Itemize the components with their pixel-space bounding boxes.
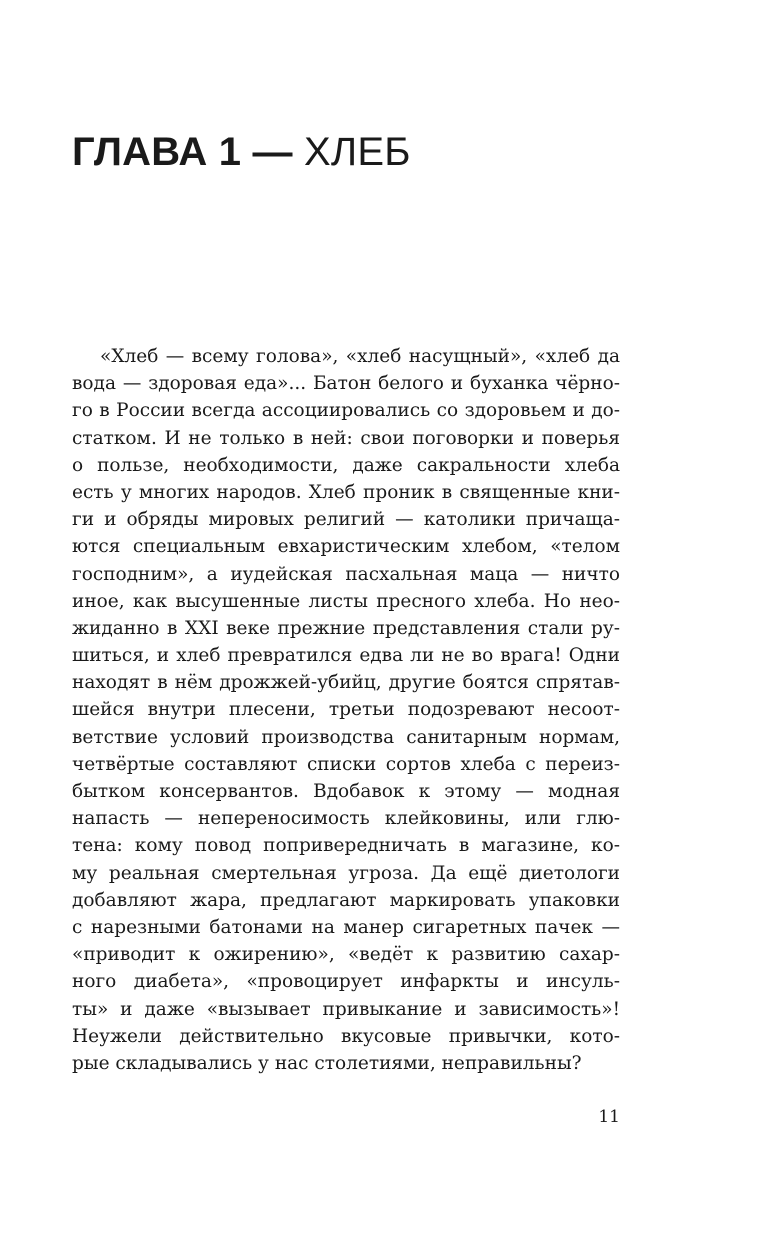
paragraph-line: с нарезными батонами на манер сигаретных пачек —: [72, 916, 620, 938]
paragraph-line: ются специальным евхаристическим хлебом, «телом: [72, 536, 620, 558]
paragraph-line: «приводит к ожирению», «ведёт к развитию сахар-: [72, 944, 620, 966]
paragraph-line: четвёртые составляют списки сортов хлеба с переиз-: [72, 753, 620, 775]
paragraph-line: Неужели действительно вкусовые привычки, кото-: [72, 1025, 620, 1047]
paragraph-line: о пользе, необходимости, даже сакральности хлеба: [72, 454, 620, 476]
paragraph-line: го в России всегда ассоциировались со здоровьем и до-: [72, 400, 620, 422]
paragraph-line: жиданно в XXI веке прежние представления стали ру-: [72, 617, 620, 639]
paragraph-line: есть у многих народов. Хлеб проник в священные кни-: [72, 481, 620, 503]
paragraph-line: бытком консервантов. Вдобавок к этому — модная: [72, 781, 620, 802]
paragraph-line: ты» и даже «вызывает привыкание и зависимость»!: [72, 998, 620, 1020]
paragraph-line: рые складывались у нас столетиями, неправильны?: [72, 1052, 582, 1074]
chapter-number: ГЛАВА 1: [72, 130, 242, 174]
paragraph-line: вода — здоровая еда»... Батон белого и буханка чёрно-: [72, 373, 620, 395]
paragraph-line: добавляют жара, предлагают маркировать упаковки: [72, 889, 620, 911]
body-paragraph: [72, 343, 620, 1077]
paragraph-line: «Хлеб — всему голова», «хлеб насущный», «хлеб да: [100, 346, 620, 367]
paragraph-line: тена: кому повод попривередничать в магазине, ко-: [72, 835, 620, 857]
chapter-title: [72, 128, 411, 176]
paragraph-line: шиться, и хлеб превратился едва ли не во врага! Одни: [72, 645, 620, 667]
paragraph-line: ного диабета», «провоцирует инфаркты и инсуль-: [72, 971, 620, 993]
paragraph-line: ветствие условий производства санитарным нормам,: [72, 726, 620, 748]
paragraph-line: находят в нём дрожжей-убийц, другие боятся спрятав-: [72, 672, 620, 694]
paragraph-line: напасть — непереносимость клейковины, или глю-: [72, 808, 620, 830]
paragraph-line: статком. И не только в ней: свои поговорки и поверья: [72, 427, 620, 449]
title-dash: —: [241, 130, 305, 174]
paragraph-line: му реальная смертельная угроза. Да ещё диетологи: [72, 862, 620, 884]
paragraph-line: ги и обряды мировых религий — католики причаща-: [72, 509, 620, 531]
paragraph-line: иное, как высушенные листы пресного хлеба. Но нео-: [72, 590, 620, 612]
chapter-name: ХЛЕБ: [304, 130, 411, 174]
paragraph-line: шейся внутри плесени, третьи подозревают несоот-: [72, 699, 620, 721]
page-number: 11: [598, 1107, 620, 1127]
paragraph-line: господним», а иудейская пасхальная маца — ничто: [72, 563, 620, 585]
